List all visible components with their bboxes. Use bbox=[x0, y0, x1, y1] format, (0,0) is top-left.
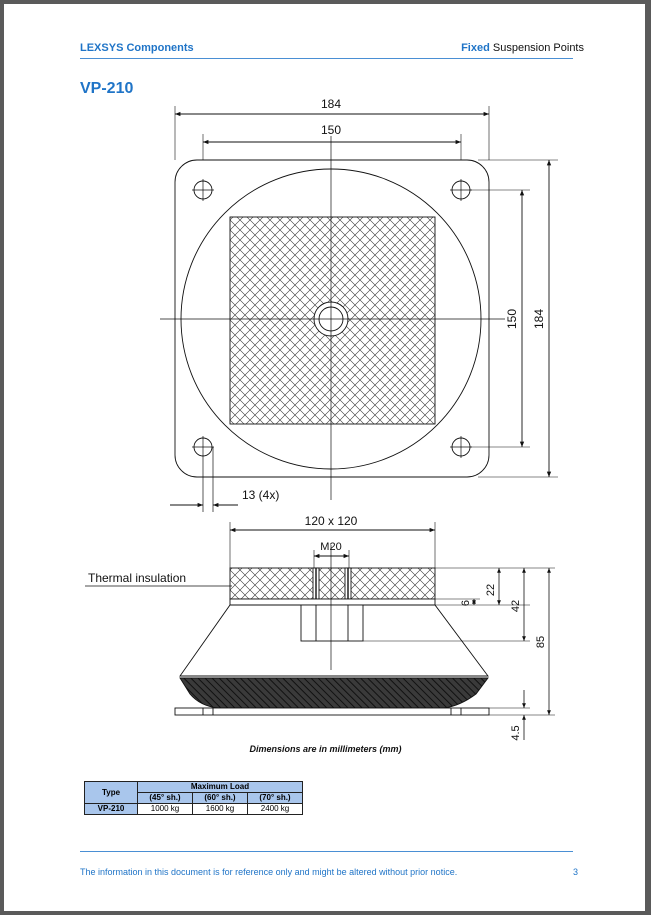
top-view bbox=[160, 106, 558, 512]
row-type: VP-210 bbox=[85, 804, 138, 815]
thermal-insulation-label: Thermal insulation bbox=[88, 571, 187, 585]
page-number: 3 bbox=[572, 867, 578, 877]
column-header: (60° sh.) bbox=[193, 793, 248, 804]
dim-85: 85 bbox=[535, 635, 547, 649]
company-name: LEXSYS Components bbox=[80, 42, 194, 54]
dim-42: 42 bbox=[510, 599, 522, 613]
center-insert bbox=[301, 605, 363, 641]
dim-pad-size: 120 x 120 bbox=[304, 514, 358, 528]
dim-hole-spacing-height: 150 bbox=[505, 308, 519, 330]
dim-overall-width: 184 bbox=[320, 97, 342, 111]
dim-thread: M20 bbox=[320, 541, 342, 553]
max-load-header: Maximum Load bbox=[138, 782, 303, 793]
type-header: Type bbox=[85, 782, 138, 804]
rubber-base-band bbox=[180, 678, 488, 708]
load-value: 1000 kg bbox=[138, 804, 193, 815]
insulation-block bbox=[230, 568, 435, 599]
dim-overall-height: 184 bbox=[532, 308, 546, 330]
footer-notice: The information in this document is for reference only and might be altered without prior notice. bbox=[80, 867, 458, 877]
dim-hole-spacing-width: 150 bbox=[320, 123, 342, 137]
load-value: 1600 kg bbox=[193, 804, 248, 815]
footer-rule bbox=[80, 851, 573, 852]
load-value: 2400 kg bbox=[248, 804, 303, 815]
column-header: (45° sh.) bbox=[138, 793, 193, 804]
side-view bbox=[85, 522, 555, 740]
dim-4-5: 4.5 bbox=[510, 725, 522, 741]
table-row bbox=[85, 804, 303, 815]
model-title: VP-210 bbox=[80, 80, 134, 97]
dimensions-caption: Dimensions are in millimeters (mm) bbox=[249, 744, 402, 754]
dim-hole-diameter: 13 (4x) bbox=[242, 488, 280, 502]
column-header: (70° sh.) bbox=[248, 793, 303, 804]
dim-22: 22 bbox=[485, 583, 497, 597]
max-load-table bbox=[84, 781, 303, 815]
base-plate-side bbox=[175, 708, 489, 715]
dim-6: 6 bbox=[460, 599, 472, 607]
top-plate bbox=[230, 599, 435, 605]
section-title-accent: Fixed bbox=[461, 42, 490, 54]
section-title-rest: Suspension Points bbox=[492, 42, 584, 54]
